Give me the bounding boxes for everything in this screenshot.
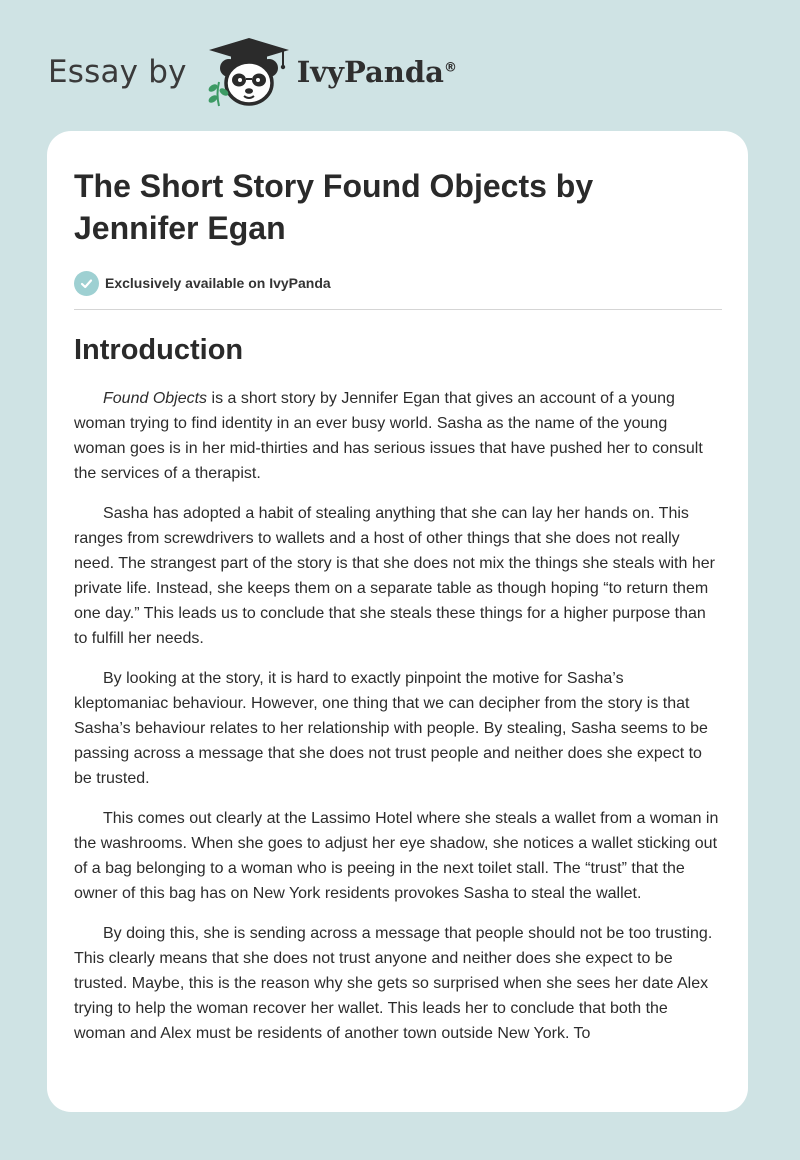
paragraph: By doing this, she is sending across a message that people should not be too trusting. This clearly means that she does not trust anyone and neither does she expect to be trusted. Maybe, this is the reason why she gets so surprised when she sees her date Alex trying to help the woman recover her wallet. This leads her to conclude that both the woman and Alex must be residents of another town outside New York. To	[74, 925, 713, 1042]
article-body	[74, 165, 722, 1061]
article-title: The Short Story Found Objects by Jennifer Egan	[74, 168, 594, 246]
brand-name	[296, 54, 457, 89]
story-title-italic: Found Objects	[103, 390, 208, 407]
panda-graduation-cap-logo	[203, 36, 295, 108]
paragraph	[74, 386, 722, 486]
paragraph-text: is a short story by Jennifer Egan that gives an account of a young woman trying to find identity in an ever busy world. Sasha as the name of the young woman goes is in her mid-thirties and has serious issues that have pushed her to consult the services of a therapist.	[74, 390, 703, 482]
brand-header[interactable]	[48, 36, 457, 108]
exclusive-badge	[74, 269, 722, 297]
paragraph: This comes out clearly at the Lassimo Hotel where she steals a wallet from a woman in the washrooms. When she goes to adjust her eye shadow, she notices a wallet sticking out of a bag belonging to a woman who is peeing in the next toilet stall. The “trust” that the owner of this bag has on New York residents provokes Sasha to steal the wallet.	[74, 810, 719, 902]
divider	[74, 309, 722, 310]
paragraph: Sasha has adopted a habit of stealing anything that she can lay her hands on. This ranges from screwdrivers to wallets and a host of other things that she does not really need. The strangest part of the story is that she does not mix the things she steals with her private life. Instead, she keeps them on a separate table as though hoping “to return them one day.” This leads us to conclude that she steals these things for a higher purpose than to fulfill her needs.	[74, 505, 715, 647]
brand-name-text: IvyPanda	[296, 54, 444, 89]
section-heading-introduction: Introduction	[74, 334, 244, 366]
registered-mark: ®	[443, 59, 457, 75]
paragraph: By looking at the story, it is hard to exactly pinpoint the motive for Sasha’s kleptomaniac behaviour. However, one thing that we can decipher from the story is that Sasha’s behaviour relates to her relationship with people. By stealing, Sasha seems to be passing across a message that she does not trust people and neither does she expect to be trusted.	[74, 670, 708, 787]
check-circle-icon	[74, 271, 99, 296]
article-content	[74, 386, 722, 1046]
exclusive-badge-text: Exclusively available on IvyPanda	[105, 275, 331, 291]
brand-prefix: Essay by	[48, 53, 187, 90]
article-card	[47, 131, 748, 1112]
